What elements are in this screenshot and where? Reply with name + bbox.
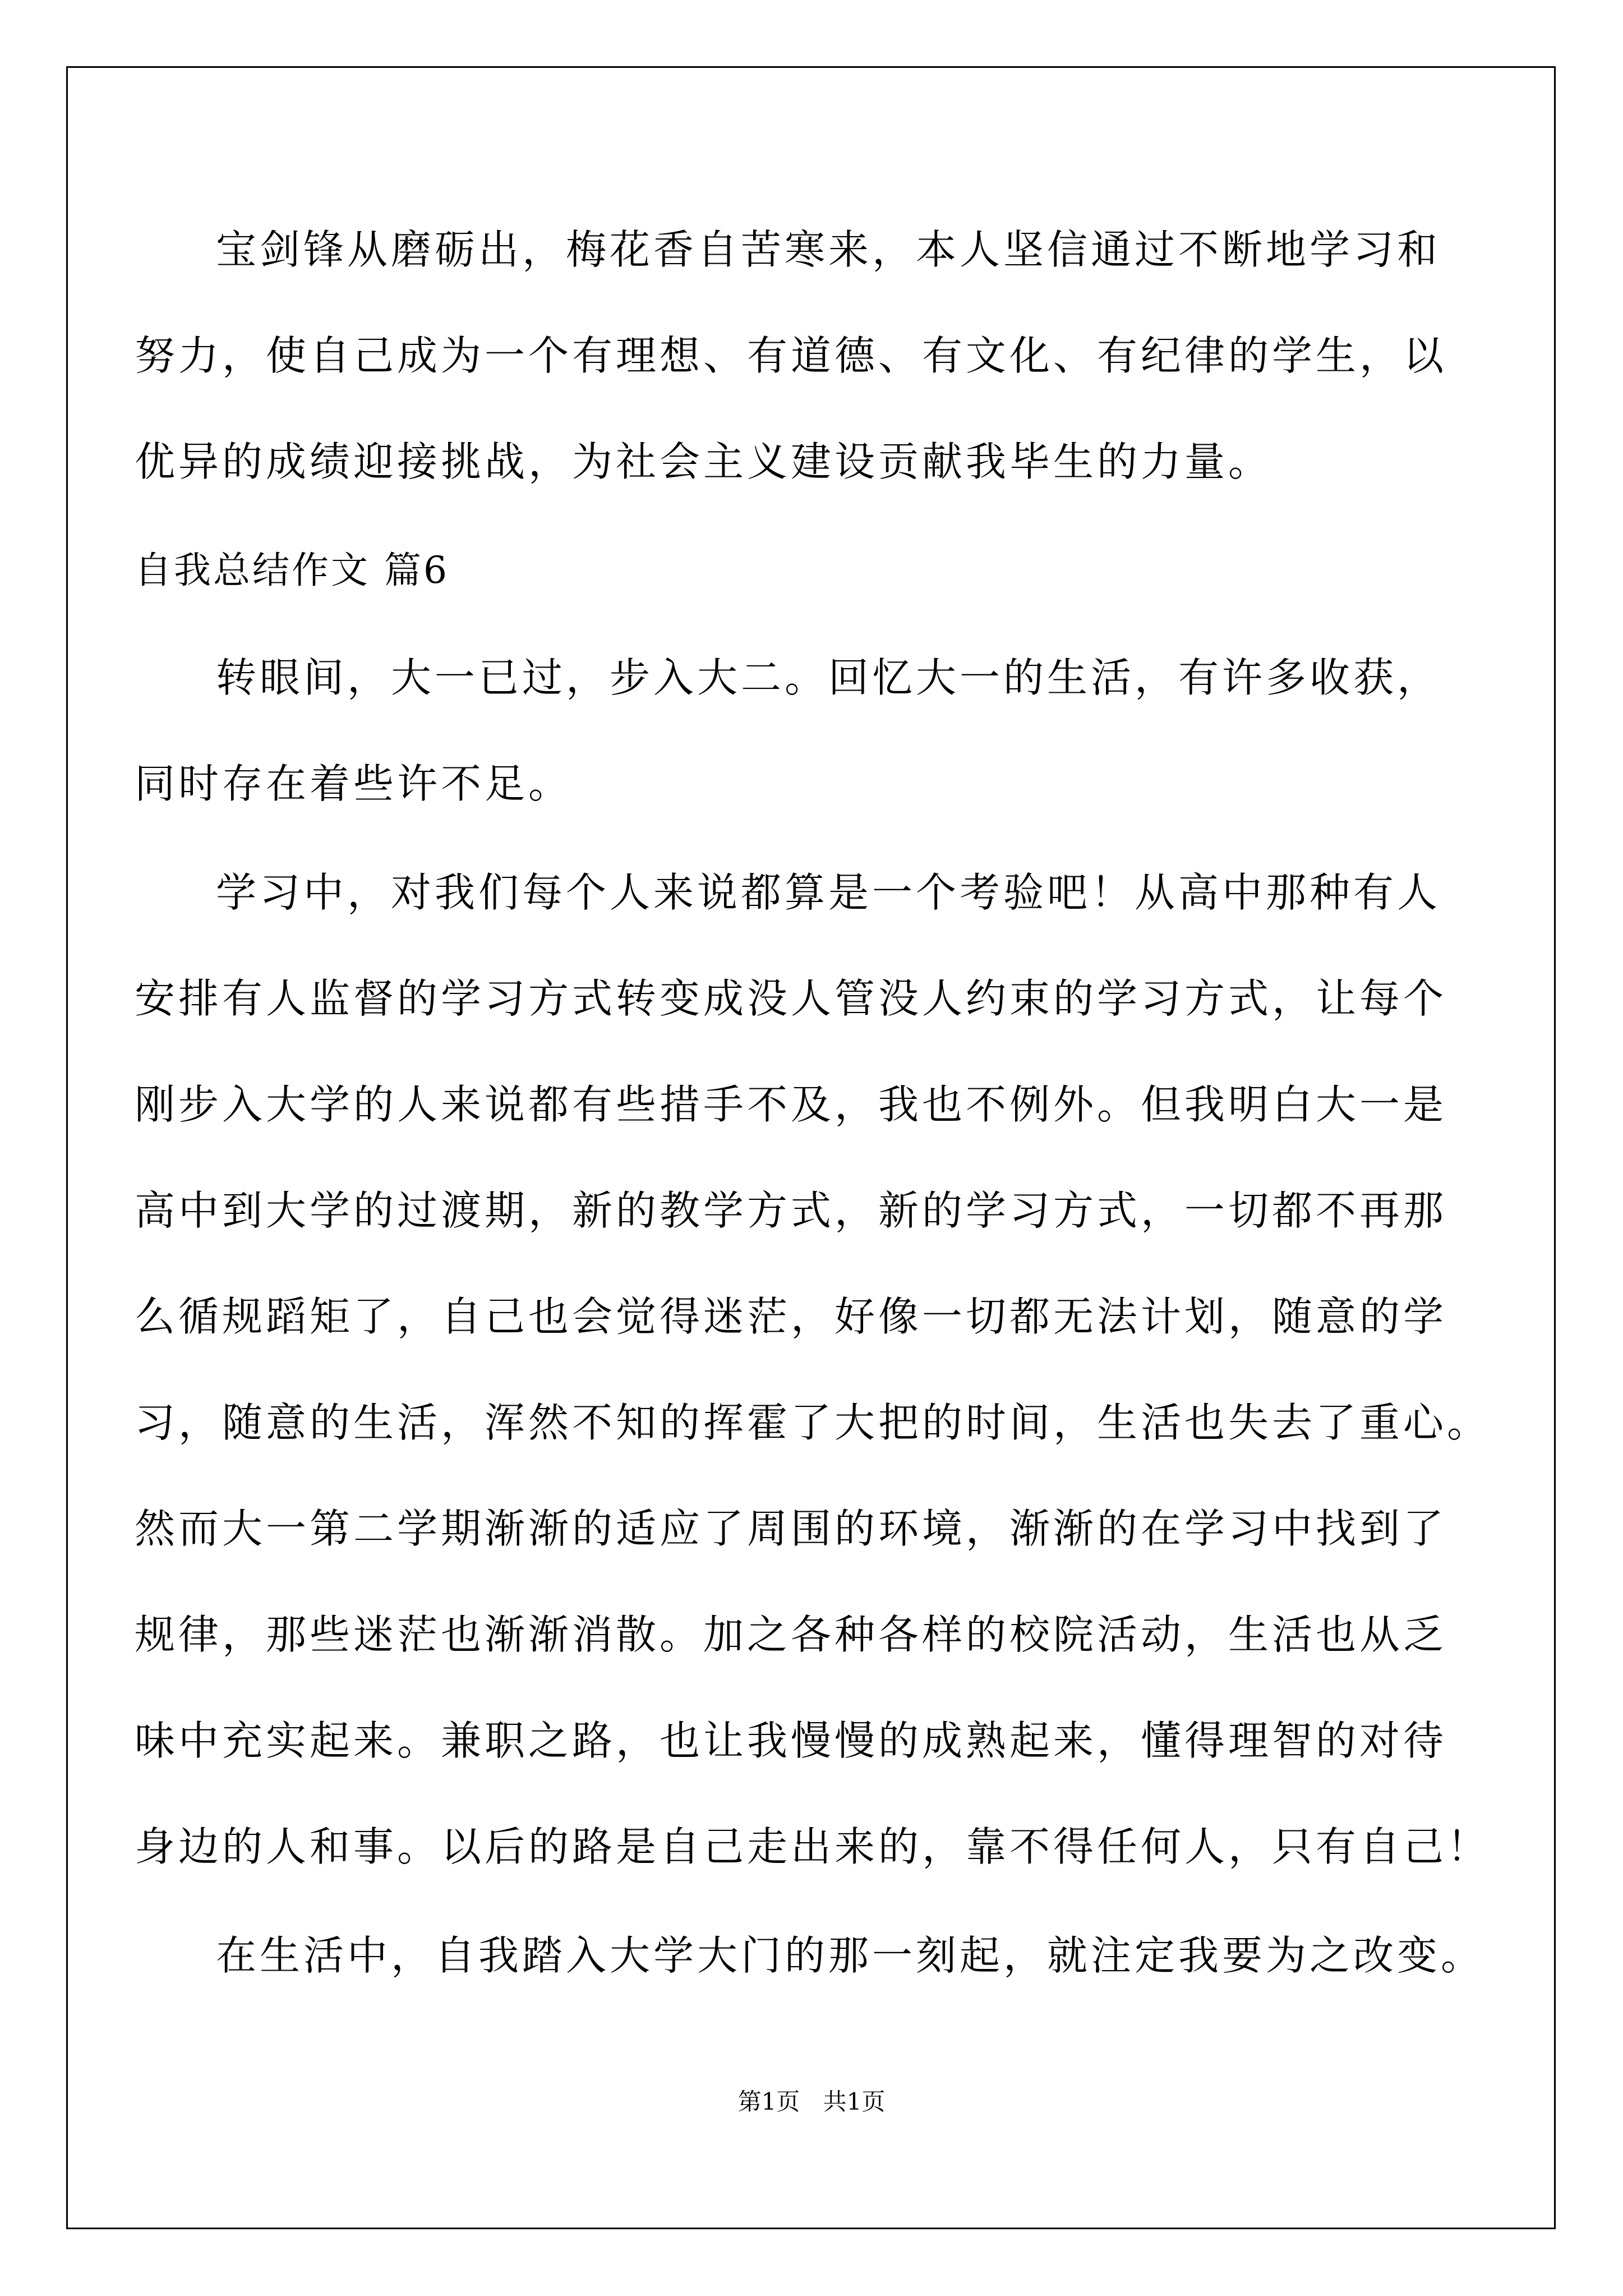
paragraph-line: 味中充实起来。兼职之路，也让我慢慢的成熟起来，懂得理智的对待 [135, 1717, 1447, 1764]
page-number: 第1页 [737, 2088, 800, 2115]
section-heading: 自我总结作文 篇6 [135, 549, 449, 592]
paragraph-line: 刚步入大学的人来说都有些措手不及，我也不例外。但我明白大一是 [135, 1081, 1447, 1128]
page-border [66, 66, 1556, 2229]
paragraph-line: 习，随意的生活，浑然不知的挥霍了大把的时间，生活也失去了重心。 [135, 1399, 1491, 1446]
paragraph-line: 身边的人和事。以后的路是自己走出来的，靠不得任何人，只有自己！ [135, 1823, 1491, 1870]
paragraph-line: 然而大一第二学期渐渐的适应了周围的环境，渐渐的在学习中找到了 [135, 1505, 1447, 1552]
paragraph-line: 同时存在着些许不足。 [135, 760, 573, 807]
paragraph-line: 宝剑锋从磨砺出，梅花香自苦寒来，本人坚信通过不断地学习和 [216, 226, 1441, 273]
paragraph-line: 规律，那些迷茫也渐渐消散。加之各种各样的校院活动，生活也从乏 [135, 1611, 1447, 1658]
paragraph-line: 优异的成绩迎接挑战，为社会主义建设贡献我毕生的力量。 [135, 438, 1272, 485]
paragraph-line: 高中到大学的过渡期，新的教学方式，新的学习方式，一切都不再那 [135, 1187, 1447, 1234]
paragraph-line: 么循规蹈矩了，自己也会觉得迷茫，好像一切都无法计划，随意的学 [135, 1293, 1447, 1340]
paragraph-line: 努力，使自己成为一个有理想、有道德、有文化、有纪律的学生，以 [135, 332, 1447, 379]
paragraph-line: 转眼间，大一已过，步入大二。回忆大一的生活，有许多收获， [216, 654, 1441, 701]
paragraph-line: 在生活中，自我踏入大学大门的那一刻起，就注定我要为之改变。 [216, 1932, 1485, 1979]
page-total: 共1页 [823, 2088, 886, 2115]
paragraph-line: 学习中，对我们每个人来说都算是一个考验吧！从高中那种有人 [216, 869, 1441, 916]
paragraph-line: 安排有人监督的学习方式转变成没人管没人约束的学习方式，让每个 [135, 975, 1447, 1022]
page-footer [0, 2085, 1623, 2119]
